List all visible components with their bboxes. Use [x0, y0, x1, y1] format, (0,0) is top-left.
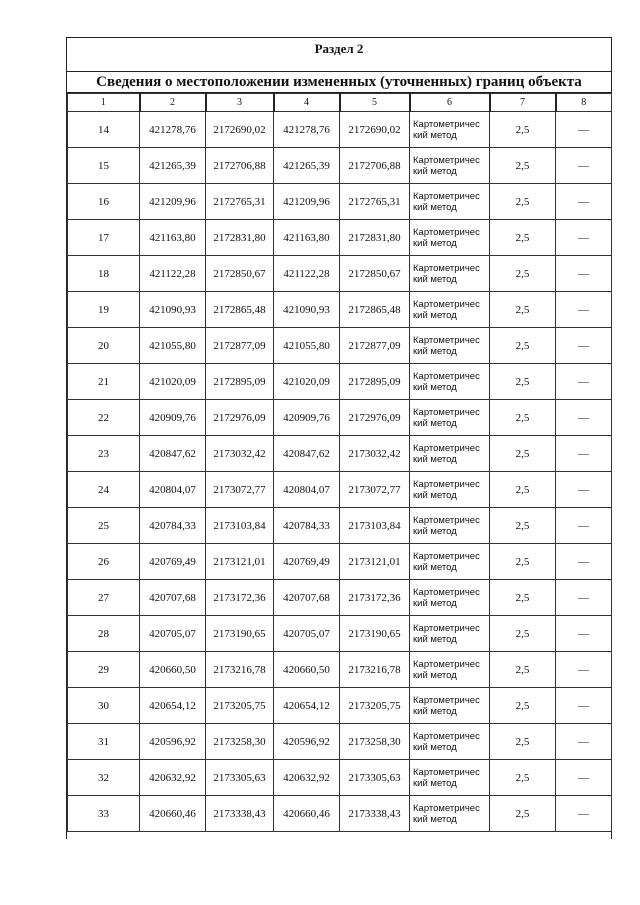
method-cell: Картометричес кий метод — [410, 580, 490, 616]
method-cell: Картометричес кий метод — [410, 436, 490, 472]
method-cell: Картометричес кий метод — [410, 292, 490, 328]
coordinate-cell: 420654,12 — [140, 688, 206, 724]
method-cell: Картометричес кий метод — [410, 184, 490, 220]
coordinate-cell: 2,5 — [490, 364, 556, 400]
point-number: 30 — [68, 688, 140, 724]
method-cell: Картометричес кий метод — [410, 472, 490, 508]
coordinate-cell: 420596,92 — [274, 724, 340, 760]
coordinate-cell: 420660,50 — [274, 652, 340, 688]
coordinate-cell: 2173121,01 — [340, 544, 410, 580]
coordinate-cell: 420660,46 — [274, 796, 340, 832]
coordinate-cell: 421278,76 — [274, 112, 340, 148]
point-number: 14 — [68, 112, 140, 148]
coordinate-cell: 2172706,88 — [206, 148, 274, 184]
table-row — [68, 724, 612, 760]
table-row — [68, 508, 612, 544]
description-cell: — — [556, 328, 612, 364]
coordinate-cell: 420705,07 — [140, 616, 206, 652]
description-cell: — — [556, 400, 612, 436]
coordinate-cell: 421055,80 — [140, 328, 206, 364]
coordinate-cell: 421020,09 — [274, 364, 340, 400]
coordinate-cell: 420660,50 — [140, 652, 206, 688]
coordinate-cell: 2173172,36 — [340, 580, 410, 616]
coordinate-cell: 2173121,01 — [206, 544, 274, 580]
column-number: 1 — [68, 94, 140, 112]
point-number: 32 — [68, 760, 140, 796]
description-cell: — — [556, 760, 612, 796]
coordinate-cell: 420804,07 — [274, 472, 340, 508]
method-cell: Картометричес кий метод — [410, 364, 490, 400]
coordinate-cell: 2,5 — [490, 616, 556, 652]
coordinate-cell: 420707,68 — [140, 580, 206, 616]
point-number: 25 — [68, 508, 140, 544]
table-row — [68, 544, 612, 580]
point-number: 27 — [68, 580, 140, 616]
table-row — [68, 580, 612, 616]
coordinate-cell: 420632,92 — [274, 760, 340, 796]
column-number: 5 — [340, 94, 410, 112]
coordinate-cell: 2173205,75 — [340, 688, 410, 724]
coordinate-cell: 420847,62 — [274, 436, 340, 472]
point-number: 18 — [68, 256, 140, 292]
description-cell: — — [556, 148, 612, 184]
coordinate-cell: 421209,96 — [140, 184, 206, 220]
point-number: 28 — [68, 616, 140, 652]
coordinate-cell: 421055,80 — [274, 328, 340, 364]
description-cell: — — [556, 364, 612, 400]
coordinate-cell: 2173190,65 — [206, 616, 274, 652]
coordinate-cell: 2173305,63 — [340, 760, 410, 796]
point-number: 16 — [68, 184, 140, 220]
coordinate-cell: 2,5 — [490, 652, 556, 688]
boundary-table — [67, 93, 612, 832]
column-number: 3 — [206, 94, 274, 112]
coordinate-cell: 2173338,43 — [206, 796, 274, 832]
table-row — [68, 112, 612, 148]
method-cell: Картометричес кий метод — [410, 220, 490, 256]
coordinate-cell: 420660,46 — [140, 796, 206, 832]
coordinate-cell: 2172765,31 — [206, 184, 274, 220]
coordinate-cell: 421163,80 — [140, 220, 206, 256]
coordinate-cell: 2173032,42 — [340, 436, 410, 472]
coordinate-cell: 2172895,09 — [340, 364, 410, 400]
coordinate-cell: 2173032,42 — [206, 436, 274, 472]
table-row — [68, 616, 612, 652]
coordinate-cell: 421265,39 — [140, 148, 206, 184]
coordinate-cell: 421163,80 — [274, 220, 340, 256]
coordinate-cell: 2172690,02 — [206, 112, 274, 148]
coordinate-cell: 2,5 — [490, 796, 556, 832]
coordinate-cell: 2173216,78 — [340, 652, 410, 688]
description-cell: — — [556, 112, 612, 148]
description-cell: — — [556, 724, 612, 760]
coordinate-cell: 420804,07 — [140, 472, 206, 508]
coordinate-cell: 421122,28 — [140, 256, 206, 292]
coordinate-cell: 420909,76 — [274, 400, 340, 436]
coordinate-cell: 2173172,36 — [206, 580, 274, 616]
coordinate-cell: 420705,07 — [274, 616, 340, 652]
coordinate-cell: 421265,39 — [274, 148, 340, 184]
coordinate-cell: 2,5 — [490, 544, 556, 580]
coordinate-cell: 2173258,30 — [340, 724, 410, 760]
coordinate-cell: 2,5 — [490, 184, 556, 220]
method-cell: Картометричес кий метод — [410, 508, 490, 544]
coordinate-cell: 420847,62 — [140, 436, 206, 472]
point-number: 24 — [68, 472, 140, 508]
coordinate-cell: 420596,92 — [140, 724, 206, 760]
point-number: 22 — [68, 400, 140, 436]
table-row — [68, 652, 612, 688]
table-row — [68, 148, 612, 184]
description-cell: — — [556, 580, 612, 616]
description-cell: — — [556, 184, 612, 220]
coordinate-cell: 2172976,09 — [340, 400, 410, 436]
coordinate-cell: 2172976,09 — [206, 400, 274, 436]
coordinate-cell: 2173305,63 — [206, 760, 274, 796]
point-number: 23 — [68, 436, 140, 472]
coordinate-cell: 420784,33 — [140, 508, 206, 544]
table-row — [68, 220, 612, 256]
description-cell: — — [556, 436, 612, 472]
coordinate-cell: 2172865,48 — [340, 292, 410, 328]
coordinate-cell: 2172877,09 — [340, 328, 410, 364]
method-cell: Картометричес кий метод — [410, 544, 490, 580]
method-cell: Картометричес кий метод — [410, 760, 490, 796]
column-number-row — [68, 94, 612, 112]
table-row — [68, 760, 612, 796]
method-cell: Картометричес кий метод — [410, 148, 490, 184]
point-number: 15 — [68, 148, 140, 184]
column-number: 4 — [274, 94, 340, 112]
coordinate-cell: 2,5 — [490, 400, 556, 436]
coordinate-cell: 2172850,67 — [206, 256, 274, 292]
point-number: 29 — [68, 652, 140, 688]
description-cell: — — [556, 616, 612, 652]
description-cell: — — [556, 652, 612, 688]
coordinate-cell: 421090,93 — [140, 292, 206, 328]
coordinate-cell: 2,5 — [490, 724, 556, 760]
coordinate-cell: 2172877,09 — [206, 328, 274, 364]
coordinate-cell: 2173205,75 — [206, 688, 274, 724]
method-cell: Картометричес кий метод — [410, 400, 490, 436]
method-cell: Картометричес кий метод — [410, 112, 490, 148]
coordinate-cell: 2,5 — [490, 688, 556, 724]
point-number: 20 — [68, 328, 140, 364]
column-number: 2 — [140, 94, 206, 112]
description-cell: — — [556, 544, 612, 580]
description-cell: — — [556, 220, 612, 256]
table-row — [68, 436, 612, 472]
coordinate-cell: 420654,12 — [274, 688, 340, 724]
point-number: 31 — [68, 724, 140, 760]
method-cell: Картометричес кий метод — [410, 796, 490, 832]
coordinate-cell: 2173103,84 — [340, 508, 410, 544]
coordinate-cell: 2,5 — [490, 328, 556, 364]
method-cell: Картометричес кий метод — [410, 724, 490, 760]
coordinate-cell: 2,5 — [490, 220, 556, 256]
coordinate-cell: 2,5 — [490, 292, 556, 328]
coordinate-cell: 421090,93 — [274, 292, 340, 328]
point-number: 33 — [68, 796, 140, 832]
coordinate-cell: 2173258,30 — [206, 724, 274, 760]
coordinate-cell: 421209,96 — [274, 184, 340, 220]
description-cell: — — [556, 472, 612, 508]
table-body — [68, 94, 612, 832]
coordinate-cell: 2,5 — [490, 436, 556, 472]
coordinate-cell: 2173103,84 — [206, 508, 274, 544]
document-frame — [66, 37, 612, 839]
point-number: 19 — [68, 292, 140, 328]
column-number: 6 — [410, 94, 490, 112]
description-cell: — — [556, 508, 612, 544]
point-number: 21 — [68, 364, 140, 400]
table-row — [68, 328, 612, 364]
description-cell: — — [556, 796, 612, 832]
table-row — [68, 400, 612, 436]
coordinate-cell: 2,5 — [490, 760, 556, 796]
point-number: 17 — [68, 220, 140, 256]
method-cell: Картометричес кий метод — [410, 616, 490, 652]
coordinate-cell: 421278,76 — [140, 112, 206, 148]
method-cell: Картометричес кий метод — [410, 688, 490, 724]
table-row — [68, 184, 612, 220]
coordinate-cell: 2172690,02 — [340, 112, 410, 148]
coordinate-cell: 2,5 — [490, 256, 556, 292]
coordinate-cell: 2172850,67 — [340, 256, 410, 292]
section-heading: Раздел 2 — [67, 38, 611, 72]
coordinate-cell: 421020,09 — [140, 364, 206, 400]
coordinate-cell: 2172831,80 — [206, 220, 274, 256]
coordinate-cell: 420909,76 — [140, 400, 206, 436]
method-cell: Картометричес кий метод — [410, 328, 490, 364]
table-row — [68, 256, 612, 292]
coordinate-cell: 2173338,43 — [340, 796, 410, 832]
column-number: 8 — [556, 94, 612, 112]
table-row — [68, 472, 612, 508]
coordinate-cell: 2173216,78 — [206, 652, 274, 688]
coordinate-cell: 2,5 — [490, 472, 556, 508]
coordinate-cell: 420784,33 — [274, 508, 340, 544]
coordinate-cell: 2172895,09 — [206, 364, 274, 400]
coordinate-cell: 2172831,80 — [340, 220, 410, 256]
coordinate-cell: 2,5 — [490, 508, 556, 544]
coordinate-cell: 421122,28 — [274, 256, 340, 292]
coordinate-cell: 2,5 — [490, 580, 556, 616]
coordinate-cell: 2172865,48 — [206, 292, 274, 328]
document-title: Сведения о местоположении измененных (уточненных) границ объекта — [67, 72, 611, 93]
method-cell: Картометричес кий метод — [410, 256, 490, 292]
coordinate-cell: 420769,49 — [274, 544, 340, 580]
description-cell: — — [556, 256, 612, 292]
coordinate-cell: 2173072,77 — [340, 472, 410, 508]
method-cell: Картометричес кий метод — [410, 652, 490, 688]
description-cell: — — [556, 292, 612, 328]
coordinate-cell: 2,5 — [490, 148, 556, 184]
description-cell: — — [556, 688, 612, 724]
table-row — [68, 364, 612, 400]
coordinate-cell: 2172765,31 — [340, 184, 410, 220]
coordinate-cell: 420707,68 — [274, 580, 340, 616]
coordinate-cell: 420769,49 — [140, 544, 206, 580]
table-row — [68, 688, 612, 724]
coordinate-cell: 2172706,88 — [340, 148, 410, 184]
coordinate-cell: 2173072,77 — [206, 472, 274, 508]
table-row — [68, 292, 612, 328]
point-number: 26 — [68, 544, 140, 580]
column-number: 7 — [490, 94, 556, 112]
table-row — [68, 796, 612, 832]
coordinate-cell: 2173190,65 — [340, 616, 410, 652]
coordinate-cell: 2,5 — [490, 112, 556, 148]
coordinate-cell: 420632,92 — [140, 760, 206, 796]
